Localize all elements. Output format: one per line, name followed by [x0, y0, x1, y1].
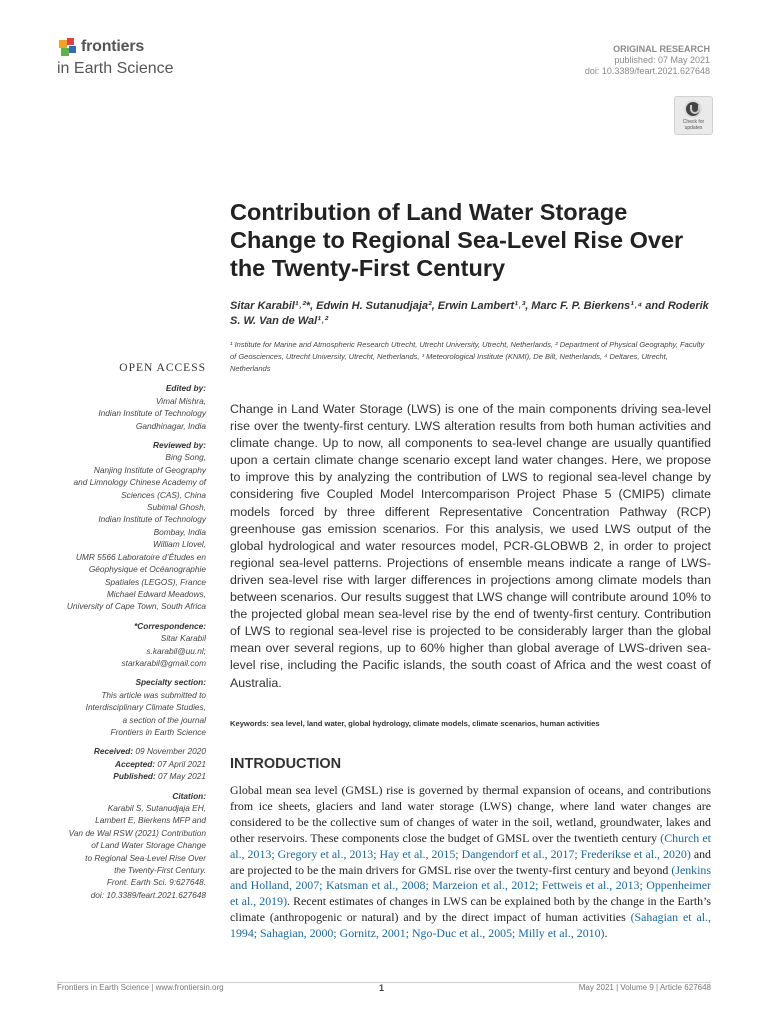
journal-logo[interactable]	[57, 36, 217, 80]
published-row	[55, 770, 206, 782]
intro-text: Global mean sea level (GMSL) rise is governed by thermal expansion of oceans, and contributions from ice sheets, glaciers and land water storage (LWS) change, where land water changes are considered to be the collective sum of changes of water in the soil, wetland, groundwater, lakes and other reservoirs. These components close the budget of GMSL over the twentieth century	[230, 783, 711, 845]
accepted-row	[55, 758, 206, 770]
citation-line: of Land Water Storage Change	[91, 840, 206, 851]
abstract: Change in Land Water Storage (LWS) is one of the main components driving sea-level rise over the twenty-first century. LWS alteration results from both human activities and climate change. Up to now, all components to sea-level change are usually quantified upon a certain climate change scenario except land water changes. Here, we propose to improve this by analyzing the contribution of LWS to regional sea-level change by considering five Coupled Model Intercomparison Project Phase 5 (CMIP5) climate models forced by three different Representative Concentration Pathway (RCP) greenhouse gas emission scenarios. For this analysis, we used LWS output of the global hydrological and water resources model, PCR-GLOBWB 2, in order to project regional sea-level patterns. Projections of ensemble means indicate a range of LWS-driven sea-level rise with larger differences in projections among climate models than between scenarios. Our results suggest that LWS change will contribute around 10% to the projected global mean sea-level rise by the end of twenty-first century. Contribution of LWS to regional sea-level rise is projected to be considerably larger than the global mean over several regions, up to 60% higher than global average of LWS-driven sea-level rise, including the Pacific islands, the south coast of Africa and the west coast of Australia.	[230, 402, 711, 690]
specialty-section	[55, 676, 206, 738]
brand-name: frontiers	[81, 38, 145, 55]
intro-text: and are projected to be the main drivers for GMSL rise over the twenty-first century and beyond	[230, 846, 711, 877]
reviewer-line: and Limnology Chinese Academy of	[73, 477, 206, 488]
check-for-updates-button[interactable]	[674, 96, 713, 135]
editor-line: Vimal Mishra,	[155, 395, 206, 406]
received-date: 09 November 2020	[135, 746, 206, 757]
received-row	[55, 745, 206, 757]
specialty-label: Specialty section:	[135, 677, 206, 688]
section-heading-introduction: INTRODUCTION	[230, 756, 342, 772]
page-number: 1	[379, 983, 385, 993]
reviewer-line: Spatiales (LEGOS), France	[105, 576, 206, 587]
citation-line: Karabil S, Sutanudjaja EH,	[107, 803, 206, 813]
citation-line: Van de Wal RSW (2021) Contribution	[68, 827, 206, 838]
citation-label: Citation:	[172, 790, 206, 801]
correspondence-name: Sitar Karabil	[160, 633, 206, 644]
published-date: published: 07 May 2021	[614, 55, 710, 65]
published-label: Published:	[113, 771, 156, 782]
editor-line: Indian Institute of Technology	[98, 408, 206, 419]
published-date-side: 07 May 2021	[158, 771, 206, 782]
accepted-label: Accepted:	[114, 758, 156, 769]
reviewer-line: Bing Song,	[165, 452, 206, 463]
introduction-paragraph	[230, 783, 711, 942]
correspondence	[55, 620, 206, 670]
edited-by	[55, 382, 206, 432]
article-dates	[55, 745, 206, 782]
specialty-line: a section of the journal	[122, 714, 206, 725]
open-access-label: OPEN ACCESS	[119, 362, 206, 374]
specialty-line: This article was submitted to	[101, 689, 206, 700]
reviewer-line: Géophysique et Océanographie	[88, 564, 206, 575]
intro-text: . Recent estimates of changes in LWS can be explained both by the change in the Earth’s climate (anthropogenic or natural) and by the direct impact of human activities	[230, 894, 711, 925]
affiliations: ¹ Institute for Marine and Atmospheric Research Utrecht, Utrecht University, Utrecht, Netherlands, ² Department of Physical Geography, Faculty of Geosciences, Utrecht University, Utrecht, Netherlands, ³ Meteorological Institute (KNMI), De Bilt, Netherlands, ⁴ Deltares, Utrecht, Netherlands	[230, 340, 705, 373]
citation-line: to Regional Sea-Level Rise Over	[85, 852, 206, 863]
check-updates-icon	[684, 100, 702, 118]
citation-line: the Twenty-First Century.	[114, 865, 206, 876]
footer-journal-link[interactable]: Frontiers in Earth Science | www.frontiersin.org	[57, 983, 224, 992]
reviewer-line: William Llovel,	[153, 539, 206, 550]
citation-line: Lambert E, Bierkens MFP and	[95, 815, 206, 826]
correspondence-email[interactable]: s.karabil@uu.nl;	[146, 645, 206, 656]
citation-line: Front. Earth Sci. 9:627648.	[106, 877, 206, 888]
reviewer-line: University of Cape Town, South Africa	[66, 601, 206, 612]
footer-issue-info: May 2021 | Volume 9 | Article 627648	[578, 983, 711, 992]
reviewer-line: Sciences (CAS), China	[121, 489, 206, 500]
specialty-line: Interdisciplinary Climate Studies,	[85, 702, 206, 713]
reviewer-line: Michael Edward Meadows,	[106, 588, 206, 599]
citation	[55, 790, 206, 902]
accepted-date: 07 April 2021	[157, 758, 206, 769]
frontiers-logo-icon	[57, 38, 79, 60]
specialty-line: Frontiers in Earth Science	[110, 726, 206, 737]
editor-line: Gandhinagar, India	[135, 420, 206, 431]
article-meta	[585, 44, 710, 77]
reviewer-line: Subimal Ghosh,	[146, 502, 206, 513]
citation-link[interactable]: (Sahagian et al., 1994; Sahagian, 2000; Gornitz, 2001; Ngo-Duc et al., 2005; Milly et al., 2010)	[230, 910, 711, 941]
reviewer-line: Bombay, India	[153, 526, 206, 537]
check-updates-label: Check for updates	[682, 119, 705, 131]
keywords: Keywords: sea level, land water, global hydrology, climate models, climate scenarios, human activities	[230, 719, 600, 728]
author-list[interactable]: Sitar Karabil¹˒²*, Edwin H. Sutanudjaja², Erwin Lambert¹˒³, Marc F. P. Bierkens¹˒⁴ and Roderik S. W. Van de Wal¹˒²	[230, 300, 709, 327]
sidebar	[55, 362, 206, 908]
article-title: Contribution of Land Water Storage Change to Regional Sea-Level Rise Over the Twenty-First Century	[230, 199, 684, 281]
reviewed-by-label: Reviewed by:	[152, 440, 206, 451]
correspondence-email[interactable]: starkarabil@gmail.com	[121, 657, 206, 668]
citation-line[interactable]: doi: 10.3389/feart.2021.627648	[90, 889, 206, 900]
reviewer-line: UMR 5566 Laboratoire d’Études en	[75, 551, 206, 562]
article-type: ORIGINAL RESEARCH	[613, 44, 710, 54]
reviewer-line: Nanjing Institute of Geography	[93, 464, 206, 475]
page-footer	[57, 982, 711, 993]
reviewer-line: Indian Institute of Technology	[98, 514, 206, 525]
correspondence-label: *Correspondence:	[134, 620, 206, 631]
reviewed-by	[55, 439, 206, 613]
intro-text: .	[604, 926, 608, 941]
edited-by-label: Edited by:	[165, 383, 206, 394]
citation-link[interactable]: (Church et al., 2013; Gregory et al., 2013; Hay et al., 2015; Dangendorf et al., 2017; Frederikse et al., 2020)	[230, 830, 711, 861]
received-label: Received:	[93, 746, 134, 757]
citation-link[interactable]: (Jenkins and Holland, 2007; Katsman et al., 2008; Marzeion et al., 2012; Fettweis et al., 2013; Oppenheimer et al., 2019)	[230, 862, 711, 909]
article-doi[interactable]: doi: 10.3389/feart.2021.627648	[584, 66, 710, 76]
journal-name: in Earth Science	[57, 60, 174, 77]
